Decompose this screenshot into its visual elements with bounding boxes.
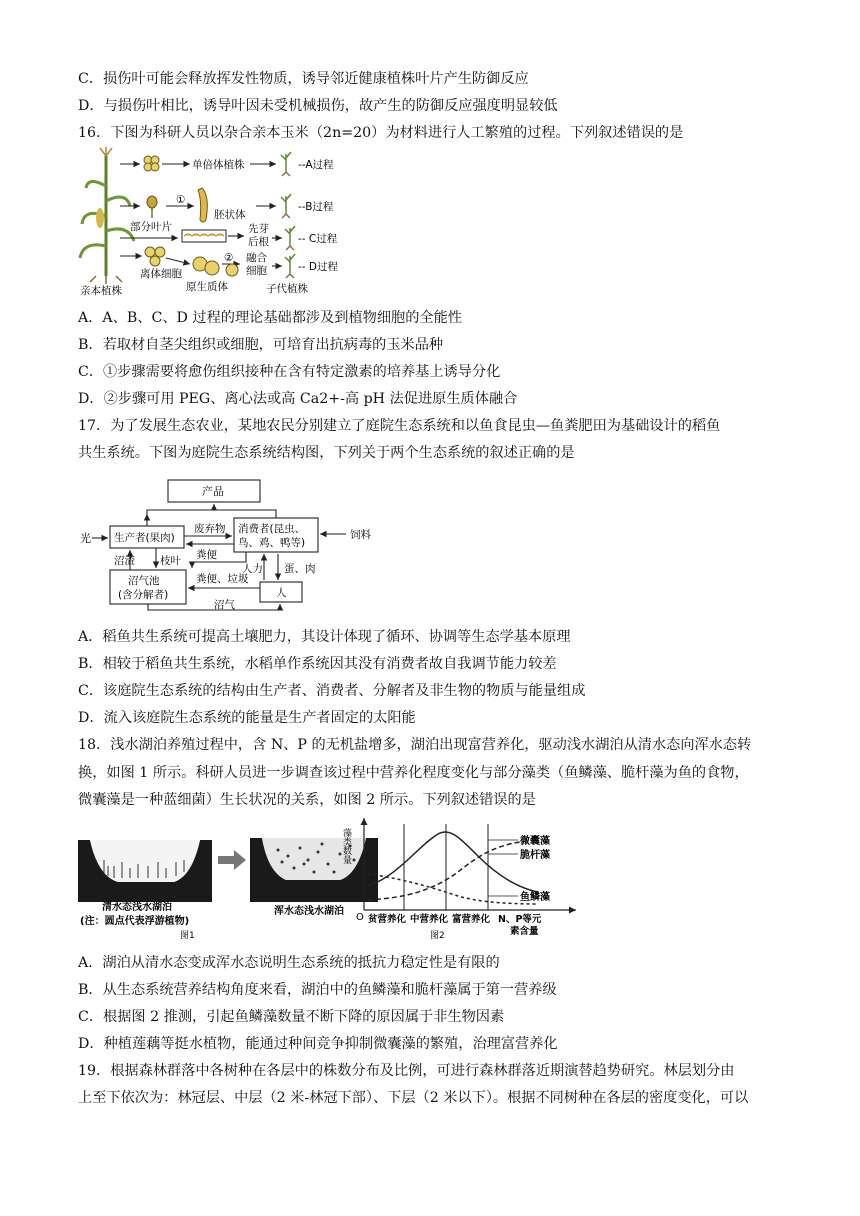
x-oligotrophic-label: 贫营养化 — [368, 914, 407, 925]
process-a-label: --A过程 — [298, 159, 334, 171]
step2-label: ② — [224, 252, 234, 264]
scale-algae-curve — [368, 874, 538, 904]
embryoid-label: 胚状体 — [214, 209, 246, 221]
fragilaria-curve — [368, 832, 538, 892]
dung-trash-label: 粪便、垃圾 — [196, 573, 249, 585]
product-label: 产品 — [202, 485, 224, 498]
option-17c: C．该庭院生态系统的结构由生产者、消费者、分解者及非生物的物质与能量组成 — [78, 683, 586, 699]
microcystis-curve — [368, 840, 538, 900]
question-18-line3: 微囊藻是一种蓝细菌）生长状况的关系，如图 2 所示。下列叙述错误的是 — [78, 792, 536, 808]
step1-label: ① — [176, 194, 186, 206]
process-d-label: -- D过程 — [298, 261, 339, 273]
figure-2-label: 图2 — [430, 931, 445, 941]
human-label: 人 — [276, 587, 287, 599]
bud-root-label-2: 后根 — [248, 236, 269, 248]
dot-note-label: (注：圆点代表浮游植物) — [80, 916, 190, 927]
biogas-label-2: (含分解者) — [118, 589, 169, 601]
option-17b: B．相较于稻鱼共生系统，水稻单作系统因其没有消费者故自我调节能力较差 — [78, 656, 557, 672]
option-16a: A．A、B、C、D 过程的理论基础都涉及到植物细胞的全能性 — [78, 310, 462, 326]
clear-lake-label: 清水态浅水湖泊 — [102, 902, 172, 913]
transition-arrow-icon — [218, 850, 246, 870]
producer-label: 生产者(果肉) — [114, 532, 175, 544]
question-19-line1: 19．根据森林群落中各树种在各层中的株数分布及比例，可进行森林群落近期演替趋势研究。林层划分由 — [78, 1063, 735, 1079]
option-17d: D．流入该庭院生态系统的能量是生产者固定的太阳能 — [78, 710, 416, 726]
process-c-label: -- C过程 — [298, 233, 338, 245]
figure-1-label: 图1 — [180, 931, 195, 941]
fused-cell-label-2: 细胞 — [246, 265, 267, 277]
fused-cell-label-1: 融合 — [246, 252, 267, 264]
option-18b: B．从生态系统营养结构角度来看，湖泊中的鱼鳞藻和脆杆藻属于第一营养级 — [78, 982, 557, 998]
leaf-label: 部分叶片 — [130, 221, 172, 233]
question-17-line2: 共生系统。下图为庭院生态系统结构图，下列关于两个生态系统的叙述正确的是 — [78, 445, 575, 461]
corn-plant-icon — [80, 147, 134, 284]
question-18-line2: 换，如图 1 所示。科研人员进一步调查该过程中营养化程度变化与部分藻类（鱼鳞藻、脆杆藻为鱼的食物， — [78, 765, 749, 781]
embryoid-icon — [198, 188, 207, 222]
light-label: 光 — [80, 532, 91, 545]
seedling-icons — [281, 152, 295, 278]
fragilaria-label: 脆杆藻 — [520, 850, 550, 861]
question-18-line1: 18．浅水湖泊养殖过程中，含 N、P 的无机盐增多，湖泊出现富营养化，驱动浅水湖泊从清水态向浑水态转 — [78, 737, 752, 753]
x-mesotrophic-label: 中营养化 — [410, 914, 449, 925]
gas-label: 沼气 — [214, 599, 235, 611]
eggmeat-label: 蛋、肉 — [284, 563, 316, 575]
waste-label: 废弃物 — [194, 523, 226, 535]
leaf-icon — [147, 196, 157, 218]
figure-18-lake-algae — [78, 816, 618, 944]
fused-cell-icon — [226, 264, 238, 276]
parent-plant-label: 亲本植株 — [80, 285, 122, 297]
bud-root-label-1: 先芽 — [248, 223, 269, 235]
residue-label: 沼渣 — [114, 555, 135, 567]
labor-label: 人力 — [242, 563, 263, 575]
scale-algae-label: 鱼鳞藻 — [520, 892, 550, 903]
isolated-cells-icon — [145, 247, 165, 266]
haploid-label: 单倍体植株 — [192, 159, 245, 171]
protoplast-icon — [193, 257, 219, 275]
question-17-line1: 17．为了发展生态农业，某地农民分别建立了庭院生态系统和以鱼食昆虫—鱼粪肥田为基础设计的稻鱼 — [78, 418, 721, 434]
microcystis-label: 微囊藻 — [520, 836, 550, 847]
pollen-icon — [144, 156, 159, 171]
option-15d: D．与损伤叶相比，诱导叶因未受机械损伤，故产生的防御反应强度明显较低 — [78, 98, 558, 114]
option-16c: C．①步骤需要将愈伤组织接种在含有特定激素的培养基上诱导分化 — [78, 364, 501, 380]
dung-label: 粪便 — [196, 549, 217, 561]
offspring-label: 子代植株 — [266, 283, 308, 295]
option-16d: D．②步骤可用 PEG、离心法或高 Ca2+-高 pH 法促进原生质体融合 — [78, 391, 518, 407]
option-17a: A．稻鱼共生系统可提高土壤肥力，其设计体现了循环、协调等生态学基本原理 — [78, 629, 571, 645]
origin-label: O — [356, 912, 364, 923]
option-15c: C．损伤叶可能会释放挥发性物质，诱导邻近健康植株叶片产生防御反应 — [78, 71, 529, 87]
x-axis-label-1: N、P等元 — [498, 914, 542, 925]
consumer-label-2: 鸟、鸡、鸭等) — [238, 537, 306, 549]
option-18c: C．根据图 2 推测，引起鱼鳞藻数量不断下降的原因属于非生物因素 — [78, 1009, 505, 1025]
protoplast-label: 原生质体 — [186, 281, 228, 293]
option-16b: B．若取材自茎尖组织或细胞，可培育出抗病毒的玉米品种 — [78, 337, 444, 353]
question-16: 16．下图为科研人员以杂合亲本玉米（2n=20）为材料进行人工繁殖的过程。下列叙述错误的是 — [78, 125, 684, 141]
process-b-label: --B过程 — [298, 201, 334, 213]
x-axis-label-2: 素含量 — [510, 926, 539, 937]
isolated-cells-label: 离体细胞 — [140, 268, 182, 280]
figure-16-corn-propagation — [78, 146, 378, 298]
twigs-label: 枝叶 — [160, 555, 181, 567]
turbid-lake-label: 浑水态浅水湖泊 — [274, 906, 344, 917]
consumer-label-1: 消费者(昆虫、 — [238, 523, 306, 535]
biogas-label-1: 沼气池 — [128, 575, 160, 587]
feed-label: 饲料 — [350, 529, 371, 541]
option-18d: D．种植莲藕等挺水植物，能通过种间竞争抑制微囊藻的繁殖，治理富营养化 — [78, 1036, 558, 1052]
question-19-line2: 上至下依次为：林冠层、中层（2 米-林冠下部）、下层（2 米以下）。根据不同树种在各层的密度变化，可以 — [78, 1090, 749, 1106]
y-axis-label: 藻类数量 — [341, 828, 351, 864]
x-eutrophic-label: 富营养化 — [452, 914, 491, 925]
figure-17-garden-ecosystem — [78, 474, 378, 616]
option-18a: A．湖泊从清水态变成浑水态说明生态系统的抵抗力稳定性是有限的 — [78, 955, 500, 971]
